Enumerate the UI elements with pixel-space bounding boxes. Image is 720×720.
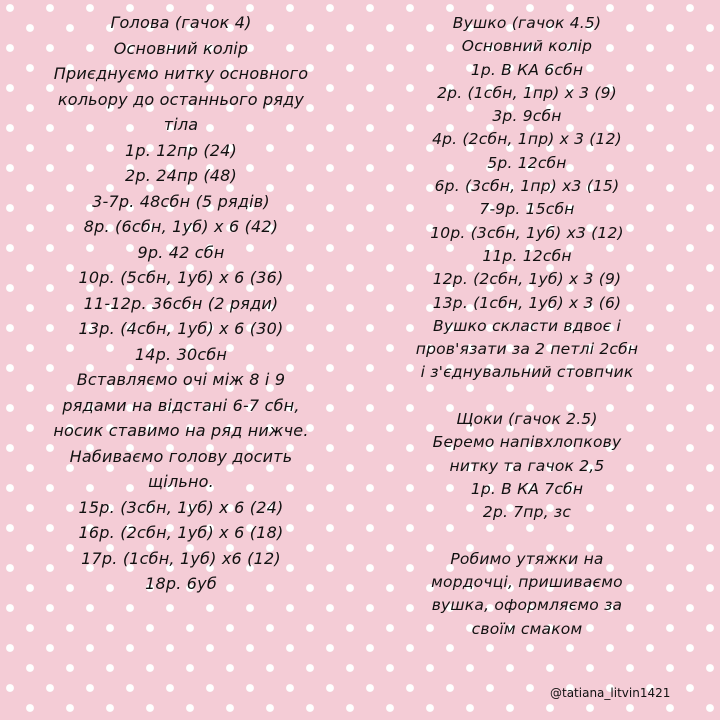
ear-row: 4р. (2сбн, 1пр) х 3 (12) [432,130,622,149]
cheeks-line: нитку та гачок 2,5 [449,456,605,475]
ear-row: 3р. 9сбн [492,107,562,126]
head-row: 8р. (6сбн, 1уб) х 6 (42) [83,217,279,236]
head-line: Набиваємо голову досить [69,446,293,466]
finish-line: мордочці, пришиваємо [431,573,623,592]
ear-row: 2р. (1сбн, 1пр) х 3 (9) [437,83,617,102]
head-row: 18р. 6уб [145,574,217,593]
head-line: Вставляємо очі між 8 і 9 [76,370,286,389]
ear-line: Основний колір [461,37,593,56]
head-line: Основний колір [113,38,249,58]
author-watermark: @tatiana_litvin1421 [550,686,671,700]
ear-row: 7-9р. 15сбн [479,200,575,219]
head-row: 11-12р. 36сбн (2 ряди) [83,293,279,313]
head-row: 16р. (2сбн, 1уб) х 6 (18) [78,523,284,542]
cheeks-row: 2р. 7пр, зс [482,503,572,522]
head-row: 15р. (3сбн, 1уб) х 6 (24) [78,497,284,517]
head-row: 14р. 30сбн [134,344,228,364]
ear-title: Вушко (гачок 4.5) [452,14,602,32]
head-line: Приєднуємо нитку основного [53,64,309,83]
cheeks-row: 1р. В КА 7сбн [470,479,584,498]
ear-row: 1р. В КА 6сбн [470,60,584,79]
head-row: 9р. 42 сбн [137,242,225,262]
finish-line: вушка, оформляємо за [431,596,623,615]
ear-line: пров'язати за 2 петлі 2сбн [415,340,639,359]
head-row: 13р. (4сбн, 1уб) х 6 (30) [78,319,284,338]
ear-row: 6р. (3сбн, 1пр) х3 (15) [434,177,620,196]
finish-line: своїм смаком [471,619,583,638]
head-row: 2р. 24пр (48) [124,166,237,185]
head-line: рядами на відстані 6-7 сбн, [62,395,300,415]
cheeks-line: Беремо напівхлопкову [432,433,622,452]
head-row: 3-7р. 48сбн (5 рядів) [92,191,270,211]
head-line: кольору до останнього ряду [57,89,305,109]
ear-line: і з'єднувальний стовпчик [420,363,634,382]
ear-row: 12р. (2сбн, 1уб) х 3 (9) [432,270,622,289]
finish-line: Робимо утяжки на [450,549,604,568]
head-row: 17р. (1сбн, 1уб) х6 (12) [81,548,281,568]
cheeks-title: Щоки (гачок 2.5) [456,410,598,429]
ear-line: Вушко скласти вдвоє і [432,316,621,335]
head-row: 10р. (5сбн, 1уб) х 6 (36) [78,268,284,287]
head-line: щільно. [148,472,214,491]
ear-row: 5р. 12сбн [487,153,567,172]
head-row: 1р. 12пр (24) [124,140,237,160]
ear-row: 10р. (3сбн, 1уб) х3 (12) [430,223,624,242]
ear-row: 11р. 12сбн [482,246,572,265]
head-line: тіла [163,115,199,134]
head-line: носик ставимо на ряд нижче. [53,421,309,440]
ear-cheeks-instructions [360,12,694,641]
head-title: Голова (гачок 4) [110,13,252,32]
ear-row: 13р. (1сбн, 1уб) х 3 (6) [432,293,622,312]
head-instructions [8,10,354,597]
